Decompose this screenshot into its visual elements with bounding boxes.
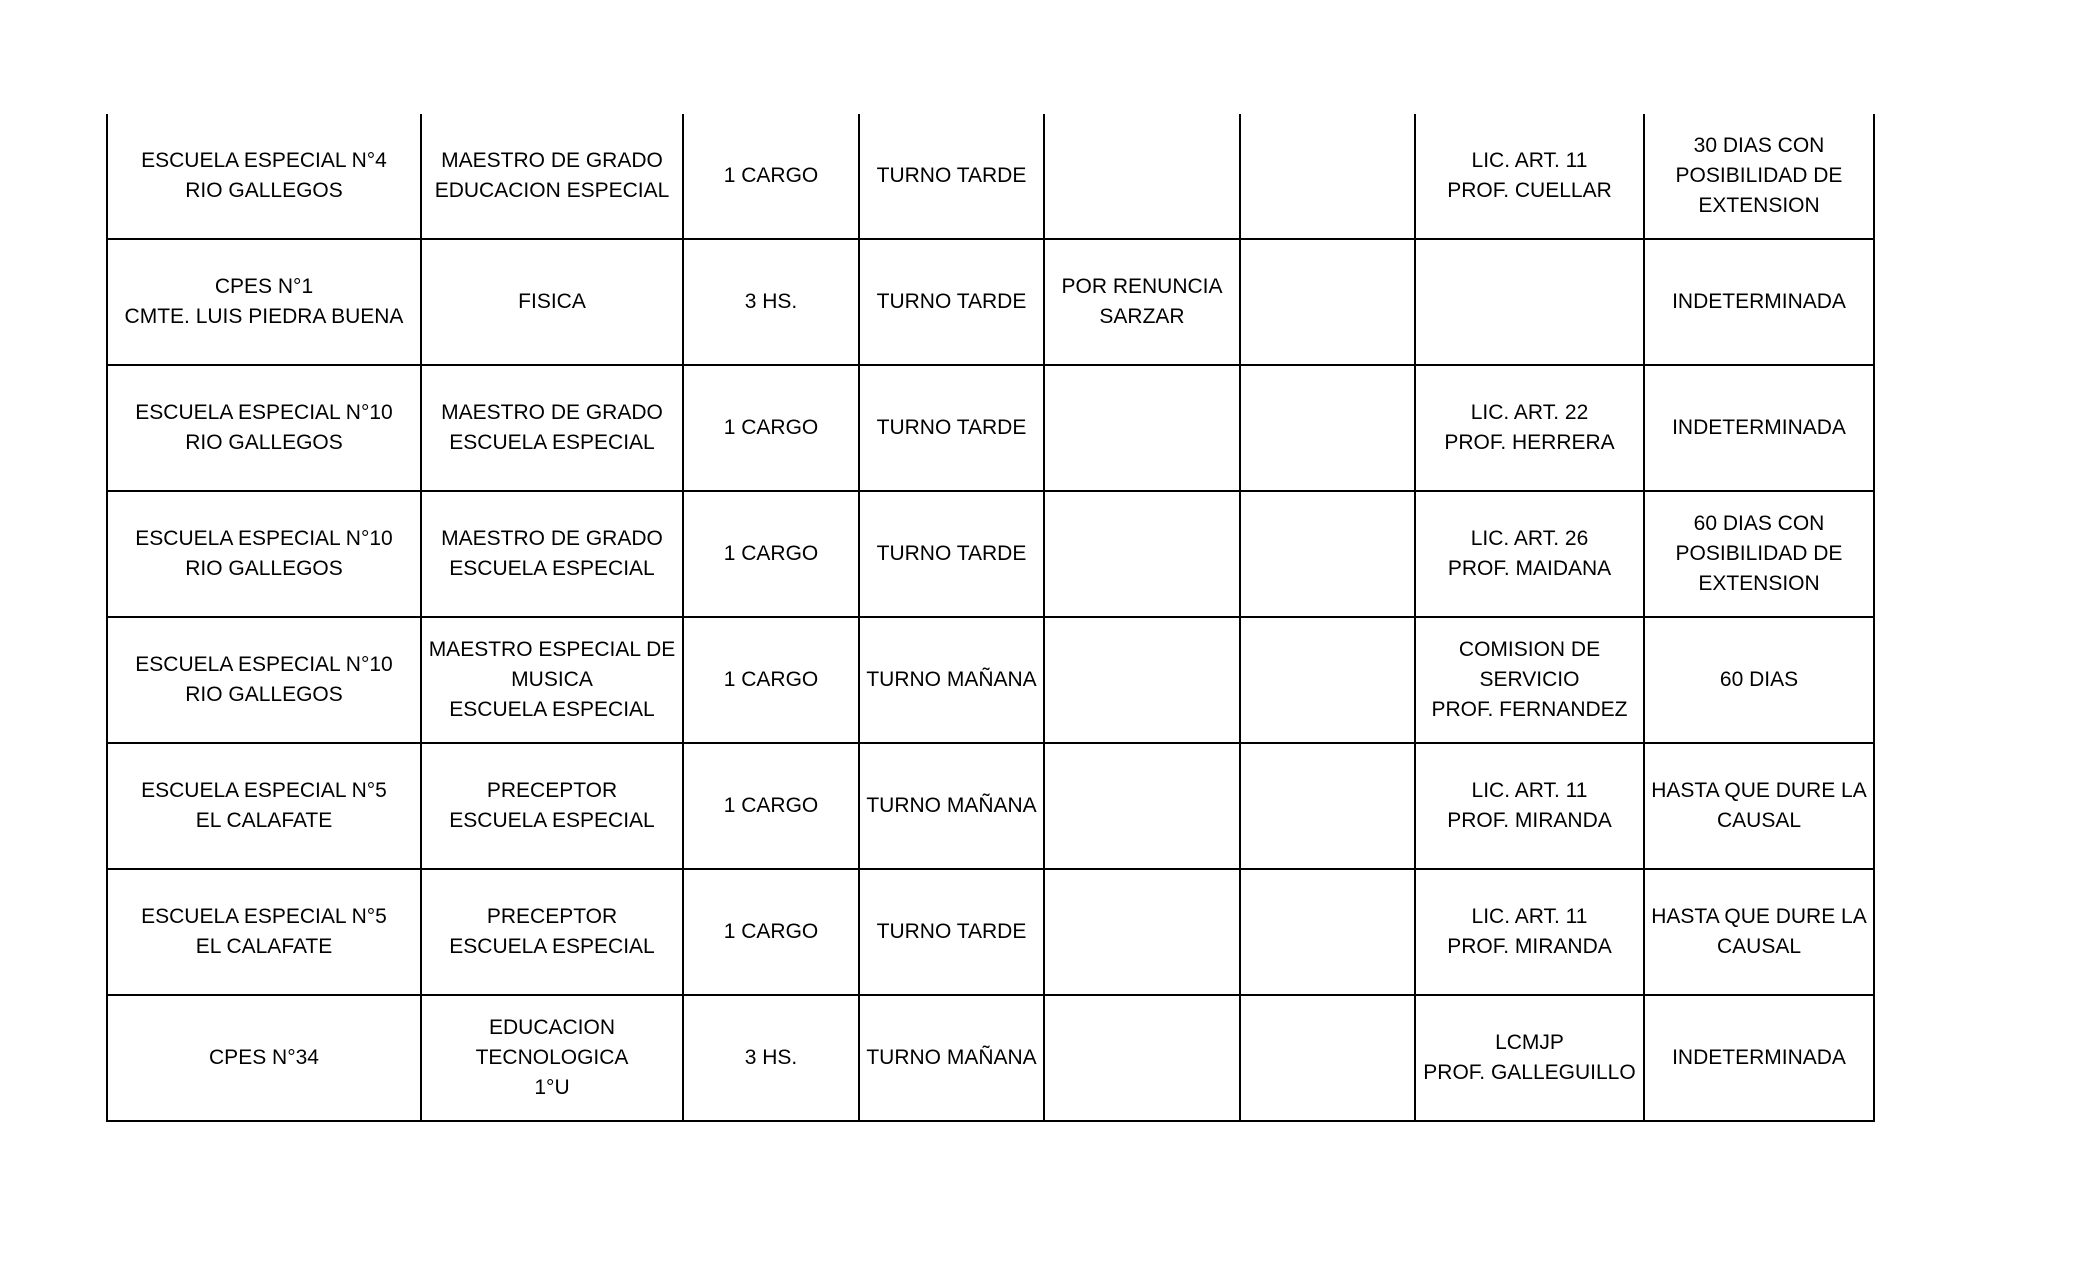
table-row bbox=[107, 491, 1874, 617]
blank-cell bbox=[1240, 869, 1415, 995]
table-body bbox=[107, 114, 1874, 1121]
shift-cell bbox=[859, 995, 1044, 1121]
cell-text-line: 1 CARGO bbox=[723, 794, 819, 817]
cell-text-line: 1°U bbox=[534, 1076, 570, 1099]
cell-text-line: TURNO MAÑANA bbox=[866, 668, 1037, 691]
cell-text-line: CAUSAL bbox=[1716, 935, 1802, 958]
cell-text-line: TURNO TARDE bbox=[876, 290, 1027, 313]
cell-text-line: ESCUELA ESPECIAL N°10 bbox=[135, 527, 393, 550]
shift-cell bbox=[859, 743, 1044, 869]
cell-text-line: PROF. GALLEGUILLO bbox=[1423, 1061, 1636, 1084]
position-cell bbox=[421, 114, 683, 239]
cell-text-line: EXTENSION bbox=[1698, 194, 1820, 217]
cell-text-line: MAESTRO DE GRADO bbox=[441, 149, 663, 172]
cell-text-line: LIC. ART. 11 bbox=[1471, 779, 1588, 802]
cell-text-line: LIC. ART. 22 bbox=[1470, 401, 1589, 424]
cell-text-line: PRECEPTOR bbox=[486, 779, 618, 802]
school-cell bbox=[107, 239, 421, 365]
cell-text-line: RIO GALLEGOS bbox=[185, 431, 343, 454]
shift-cell bbox=[859, 869, 1044, 995]
amount-cell bbox=[683, 491, 859, 617]
cell-text-line: 1 CARGO bbox=[723, 164, 819, 187]
cell-text-line: PROF. FERNANDEZ bbox=[1431, 698, 1628, 721]
blank-cell bbox=[1240, 365, 1415, 491]
cell-text-line: POSIBILIDAD DE bbox=[1675, 164, 1843, 187]
cell-text-line: ESCUELA ESPECIAL N°5 bbox=[141, 905, 387, 928]
school-cell bbox=[107, 114, 421, 239]
cell-text-line: FISICA bbox=[518, 290, 586, 313]
license-cell bbox=[1415, 239, 1644, 365]
school-cell bbox=[107, 743, 421, 869]
cell-text-line: TURNO TARDE bbox=[876, 542, 1027, 565]
cell-text-line: TURNO TARDE bbox=[876, 416, 1027, 439]
position-cell bbox=[421, 491, 683, 617]
table-row bbox=[107, 995, 1874, 1121]
amount-cell bbox=[683, 114, 859, 239]
school-cell bbox=[107, 617, 421, 743]
position-cell bbox=[421, 869, 683, 995]
position-cell bbox=[421, 617, 683, 743]
blank-cell bbox=[1240, 995, 1415, 1121]
blank-cell bbox=[1240, 239, 1415, 365]
amount-cell bbox=[683, 365, 859, 491]
cell-text-line: LIC. ART. 26 bbox=[1470, 527, 1589, 550]
cell-text-line: SERVICIO bbox=[1479, 668, 1580, 691]
cell-text-line: MAESTRO ESPECIAL DE bbox=[428, 638, 676, 661]
cell-text-line: COMISION DE bbox=[1458, 638, 1601, 661]
table-row bbox=[107, 365, 1874, 491]
cell-text-line: POR RENUNCIA bbox=[1061, 275, 1223, 298]
cell-text-line: EDUCACION ESPECIAL bbox=[434, 179, 670, 202]
position-cell bbox=[421, 743, 683, 869]
amount-cell bbox=[683, 239, 859, 365]
cell-text-line: CPES N°1 bbox=[214, 275, 314, 298]
shift-cell bbox=[859, 491, 1044, 617]
table-row bbox=[107, 114, 1874, 239]
cell-text-line: EL CALAFATE bbox=[195, 935, 333, 958]
cell-text-line: RIO GALLEGOS bbox=[185, 179, 343, 202]
duration-cell bbox=[1644, 617, 1874, 743]
cell-text-line: 3 HS. bbox=[744, 1046, 798, 1069]
table-row bbox=[107, 617, 1874, 743]
cell-text-line: ESCUELA ESPECIAL N°4 bbox=[141, 149, 387, 172]
cell-text-line: RIO GALLEGOS bbox=[185, 683, 343, 706]
cell-text-line: ESCUELA ESPECIAL N°10 bbox=[135, 401, 393, 424]
cell-text-line: 1 CARGO bbox=[723, 920, 819, 943]
cell-text-line: MUSICA bbox=[511, 668, 593, 691]
amount-cell bbox=[683, 743, 859, 869]
shift-cell bbox=[859, 239, 1044, 365]
table-row bbox=[107, 239, 1874, 365]
cell-text-line: 60 DIAS bbox=[1719, 668, 1799, 691]
cell-text-line: 1 CARGO bbox=[723, 416, 819, 439]
cell-text-line: LIC. ART. 11 bbox=[1471, 149, 1588, 172]
cell-text-line: ESCUELA ESPECIAL N°5 bbox=[141, 779, 387, 802]
cell-text-line: TURNO MAÑANA bbox=[866, 794, 1037, 817]
cell-text-line: HASTA QUE DURE LA bbox=[1651, 779, 1867, 802]
cell-text-line: TURNO TARDE bbox=[876, 164, 1027, 187]
cell-text-line: 1 CARGO bbox=[723, 668, 819, 691]
position-cell bbox=[421, 995, 683, 1121]
cell-text-line: HASTA QUE DURE LA bbox=[1651, 905, 1867, 928]
cell-text-line: PROF. HERRERA bbox=[1444, 431, 1615, 454]
vacancy-table bbox=[106, 114, 1875, 1122]
shift-cell bbox=[859, 617, 1044, 743]
license-cell bbox=[1415, 617, 1644, 743]
reason-cell bbox=[1044, 617, 1240, 743]
cell-text-line: ESCUELA ESPECIAL bbox=[449, 698, 655, 721]
cell-text-line: ESCUELA ESPECIAL N°10 bbox=[135, 653, 393, 676]
cell-text-line: TECNOLOGICA bbox=[475, 1046, 629, 1069]
cell-text-line: 30 DIAS CON bbox=[1693, 134, 1825, 157]
reason-cell bbox=[1044, 995, 1240, 1121]
position-cell bbox=[421, 239, 683, 365]
duration-cell bbox=[1644, 365, 1874, 491]
amount-cell bbox=[683, 869, 859, 995]
shift-cell bbox=[859, 114, 1044, 239]
cell-text-line: 1 CARGO bbox=[723, 542, 819, 565]
reason-cell bbox=[1044, 869, 1240, 995]
cell-text-line: PROF. MIRANDA bbox=[1447, 935, 1612, 958]
cell-text-line: TURNO TARDE bbox=[876, 920, 1027, 943]
cell-text-line: CMTE. LUIS PIEDRA BUENA bbox=[124, 305, 404, 328]
reason-cell bbox=[1044, 365, 1240, 491]
table-row bbox=[107, 869, 1874, 995]
license-cell bbox=[1415, 743, 1644, 869]
amount-cell bbox=[683, 617, 859, 743]
duration-cell bbox=[1644, 995, 1874, 1121]
school-cell bbox=[107, 869, 421, 995]
cell-text-line: MAESTRO DE GRADO bbox=[441, 527, 663, 550]
cell-text-line: 3 HS. bbox=[744, 290, 798, 313]
blank-cell bbox=[1240, 617, 1415, 743]
cell-text-line: INDETERMINADA bbox=[1672, 1046, 1846, 1069]
cell-text-line: PROF. MAIDANA bbox=[1447, 557, 1612, 580]
cell-text-line: POSIBILIDAD DE bbox=[1675, 542, 1843, 565]
cell-text-line: ESCUELA ESPECIAL bbox=[449, 557, 655, 580]
amount-cell bbox=[683, 995, 859, 1121]
reason-cell bbox=[1044, 491, 1240, 617]
school-cell bbox=[107, 995, 421, 1121]
cell-text-line: ESCUELA ESPECIAL bbox=[449, 431, 655, 454]
duration-cell bbox=[1644, 743, 1874, 869]
blank-cell bbox=[1240, 491, 1415, 617]
cell-text-line: LCMJP bbox=[1495, 1031, 1564, 1054]
table-row bbox=[107, 743, 1874, 869]
duration-cell bbox=[1644, 239, 1874, 365]
cell-text-line: LIC. ART. 11 bbox=[1471, 905, 1588, 928]
reason-cell bbox=[1044, 239, 1240, 365]
cell-text-line: EXTENSION bbox=[1698, 572, 1820, 595]
cell-text-line: MAESTRO DE GRADO bbox=[441, 401, 663, 424]
cell-text-line: INDETERMINADA bbox=[1672, 416, 1846, 439]
duration-cell bbox=[1644, 491, 1874, 617]
cell-text-line: EDUCACION bbox=[488, 1016, 615, 1039]
position-cell bbox=[421, 365, 683, 491]
reason-cell bbox=[1044, 743, 1240, 869]
cell-text-line: INDETERMINADA bbox=[1672, 290, 1846, 313]
license-cell bbox=[1415, 995, 1644, 1121]
reason-cell bbox=[1044, 114, 1240, 239]
blank-cell bbox=[1240, 114, 1415, 239]
cell-text-line: ESCUELA ESPECIAL bbox=[449, 809, 655, 832]
cell-text-line: CAUSAL bbox=[1716, 809, 1802, 832]
cell-text-line: EL CALAFATE bbox=[195, 809, 333, 832]
shift-cell bbox=[859, 365, 1044, 491]
cell-text-line: CPES N°34 bbox=[209, 1046, 319, 1069]
cell-text-line: SARZAR bbox=[1099, 305, 1185, 328]
cell-text-line: ESCUELA ESPECIAL bbox=[449, 935, 655, 958]
license-cell bbox=[1415, 491, 1644, 617]
duration-cell bbox=[1644, 114, 1874, 239]
license-cell bbox=[1415, 114, 1644, 239]
duration-cell bbox=[1644, 869, 1874, 995]
cell-text-line: TURNO MAÑANA bbox=[866, 1046, 1037, 1069]
license-cell bbox=[1415, 869, 1644, 995]
blank-cell bbox=[1240, 743, 1415, 869]
cell-text-line: PROF. MIRANDA bbox=[1447, 809, 1612, 832]
license-cell bbox=[1415, 365, 1644, 491]
school-cell bbox=[107, 365, 421, 491]
school-cell bbox=[107, 491, 421, 617]
cell-text-line: PROF. CUELLAR bbox=[1447, 179, 1612, 202]
cell-text-line: RIO GALLEGOS bbox=[185, 557, 343, 580]
cell-text-line: PRECEPTOR bbox=[486, 905, 618, 928]
cell-text-line: 60 DIAS CON bbox=[1693, 512, 1825, 535]
